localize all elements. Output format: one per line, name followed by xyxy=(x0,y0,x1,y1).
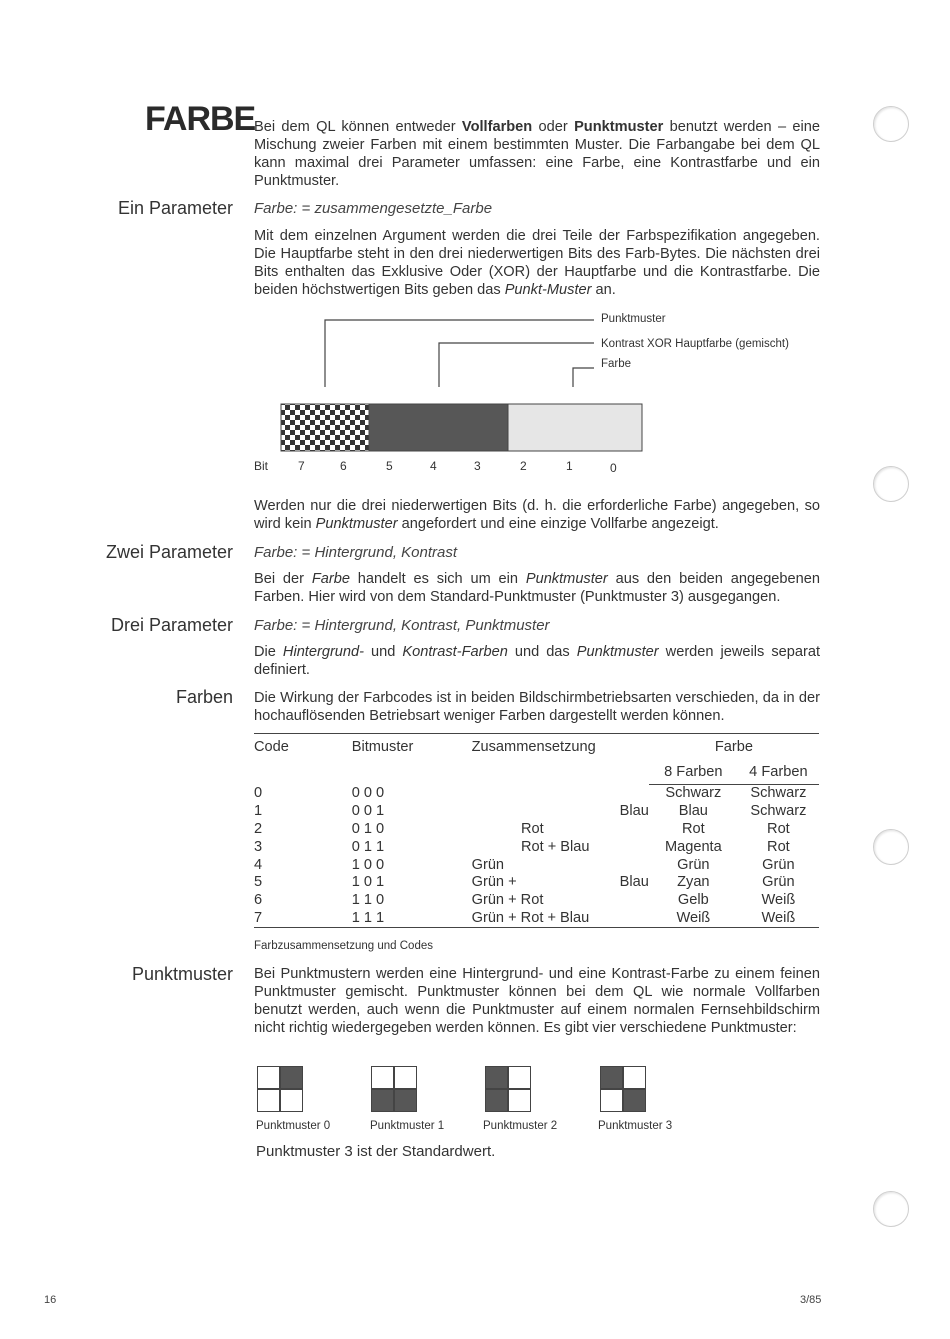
punktmuster-note: Punktmuster 3 ist der Standardwert. xyxy=(256,1143,496,1160)
binder-hole xyxy=(873,466,909,502)
pattern-2-swatch xyxy=(485,1066,531,1112)
cell-4-farben: Weiß xyxy=(761,909,796,926)
bit-number: 2 xyxy=(520,459,527,473)
binder-hole xyxy=(873,1191,909,1227)
intro-bold-punktmuster: Punktmuster xyxy=(574,119,664,135)
pattern-2-label: Punktmuster 2 xyxy=(483,1120,558,1132)
bits-7-6-pattern-segment xyxy=(281,404,369,451)
ein-parameter-text-a: Mit dem einzelnen Argument werden die drei Teile der Farbspezifikation angegeben. Die Hauptfarbe steht in den drei niederwertigen Bits des Farb-Bytes. Die nächsten drei Bits enthalten das Exklusive Oder (XOR) der Hauptfarbe und die Kontrastfarbe. Die beiden höchstwertigen Bits geben das xyxy=(254,228,820,298)
drei-parameter-em-3: Punktmuster xyxy=(576,644,659,660)
bits-2-0-color-segment xyxy=(508,404,642,451)
header-bitmuster: Bitmuster xyxy=(351,739,414,755)
bit-diagram xyxy=(0,0,950,490)
pattern-0-swatch xyxy=(257,1066,303,1112)
pattern-3-label: Punktmuster 3 xyxy=(598,1120,673,1132)
cell-bits: 1 1 1 xyxy=(351,909,385,926)
table-row xyxy=(254,802,819,820)
after-diagram-text-b: angefordert und eine einzige Vollfarbe angezeigt. xyxy=(397,516,719,532)
after-diagram-text-a: Werden nur die drei niederwertigen Bits (d. h. die erforderliche Farbe) angegeben, so wird kein xyxy=(254,498,820,532)
zwei-parameter-em-1: Farbe xyxy=(311,571,350,587)
cell-4-farben: Grün xyxy=(762,856,795,873)
color-code-table xyxy=(254,733,819,928)
header-4-farben: 4 Farben xyxy=(738,760,819,784)
pattern-cell xyxy=(394,1066,417,1089)
cell-8-farben: Gelb xyxy=(677,892,709,909)
bit-number: 5 xyxy=(386,459,393,473)
pattern-1-swatch xyxy=(371,1066,417,1112)
table-row xyxy=(254,891,819,909)
table-caption: Farbzusammensetzung und Codes xyxy=(254,940,433,952)
page-number: 16 xyxy=(44,1294,57,1306)
label-farbe: Farbe xyxy=(601,358,632,370)
cell-4-farben: Weiß xyxy=(761,892,796,909)
pattern-3-swatch xyxy=(600,1066,646,1112)
punktmuster-paragraph: Bei Punktmustern werden eine Hintergrund- und eine Kontrast-Farbe zu einem feinen Punktmuster gemischt. Punktmuster können bei dem QL wie normale Vollfarben benutzt werden, auch wenn die Punktmuster auf einem normalen Fernsehbildschirm nicht richtig wiedergegeben werden können. Es gibt vier verschiedene Punktmuster: xyxy=(254,966,820,1036)
zwei-parameter-text-b: handelt es sich um ein xyxy=(349,571,526,587)
drei-parameter-em-2: Kontrast-Farben xyxy=(402,644,508,660)
cell-gruen: Grün + Rot xyxy=(471,892,544,909)
after-diagram-paragraph xyxy=(254,497,820,533)
cell-gruen: Grün xyxy=(471,856,505,873)
cell-bits: 1 0 1 xyxy=(351,874,385,891)
pattern-cell xyxy=(485,1089,508,1112)
cell-blau xyxy=(620,856,649,874)
cell-code: 0 xyxy=(254,785,263,802)
intro-text-1: Bei dem QL können entweder xyxy=(254,119,462,135)
drei-parameter-text-b: und xyxy=(364,644,403,660)
drei-parameter-paragraph xyxy=(254,643,820,679)
table-row xyxy=(254,820,819,838)
drei-parameter-em-1: Hintergrund- xyxy=(282,644,365,660)
drei-parameter-text-a: Die xyxy=(254,644,283,660)
page-title: FARBE xyxy=(145,100,256,138)
cell-gruen xyxy=(472,784,620,802)
heading-drei-parameter: Drei Parameter xyxy=(110,615,233,635)
label-punktmuster: Punktmuster xyxy=(601,313,666,325)
table-row xyxy=(254,856,819,874)
pattern-cell xyxy=(485,1066,508,1089)
cell-code: 7 xyxy=(254,909,263,926)
drei-parameter-text-d: werden jeweils separat definiert. xyxy=(254,644,820,678)
cell-bits: 1 1 0 xyxy=(351,892,385,909)
cell-8-farben: Zyan xyxy=(677,874,710,891)
farben-paragraph: Die Wirkung der Farbcodes ist in beiden Bildschirmbetriebsarten verschieden, da in der hochauflösenden Betriebsart weniger Farben dargestellt werden können. xyxy=(254,690,820,724)
bit-number: 7 xyxy=(298,459,305,473)
zwei-parameter-text-c: aus den beiden angegebenen Farben. Hier wird von dem Standard-Punktmuster (Punktmuster 3) ausgegangen. xyxy=(254,571,821,605)
pattern-cell xyxy=(371,1089,394,1112)
cell-4-farben: Schwarz xyxy=(750,803,807,820)
cell-bits: 0 0 0 xyxy=(351,785,385,802)
cell-blau: Blau xyxy=(619,803,649,820)
pattern-cell xyxy=(257,1089,280,1112)
label-kontrast-xor: Kontrast XOR Hauptfarbe (gemischt) xyxy=(601,338,789,350)
bit-number: 3 xyxy=(474,459,481,473)
cell-4-farben: Rot xyxy=(767,820,790,837)
bracket-punktmuster xyxy=(325,320,594,387)
zwei-parameter-paragraph xyxy=(254,570,820,606)
cell-code: 3 xyxy=(254,838,263,855)
ein-parameter-text-b: an. xyxy=(591,282,616,298)
pattern-cell xyxy=(600,1089,623,1112)
cell-4-farben: Rot xyxy=(767,838,790,855)
pattern-cell xyxy=(280,1066,303,1089)
binder-hole xyxy=(873,829,909,865)
bracket-farbe xyxy=(573,368,594,387)
cell-code: 4 xyxy=(254,856,263,873)
cell-gruen xyxy=(472,802,620,820)
formula-drei-parameter: Farbe: = Hintergrund, Kontrast, Punktmuster xyxy=(254,617,550,634)
after-diagram-text-em: Punktmuster xyxy=(315,516,398,532)
pattern-1-label: Punktmuster 1 xyxy=(370,1120,445,1132)
bit-number: 4 xyxy=(430,459,437,473)
intro-text-3: benutzt werden – eine Mischung zweier Farben mit einem bestimmten Muster. Die Farbangabe bei dem QL kann maximal drei Parameter umfassen: eine Farbe, eine Kontrastfarbe und ein Punktmuster. xyxy=(254,119,820,189)
cell-8-farben: Grün xyxy=(677,856,710,873)
ein-parameter-text-em: Punkt-Muster xyxy=(504,282,592,298)
cell-code: 1 xyxy=(254,803,263,820)
pattern-0-label: Punktmuster 0 xyxy=(256,1120,331,1132)
cell-bits: 0 1 1 xyxy=(351,838,385,855)
table-row xyxy=(254,838,819,856)
pattern-cell xyxy=(508,1066,531,1089)
cell-blau xyxy=(620,784,649,802)
cell-gruen: Grün + Rot + Blau xyxy=(471,909,590,926)
heading-zwei-parameter: Zwei Parameter xyxy=(105,542,233,562)
header-zusammensetzung: Zusammensetzung xyxy=(471,739,596,755)
intro-bold-vollfarben: Vollfarben xyxy=(461,119,533,135)
pattern-cell xyxy=(371,1066,394,1089)
cell-4-farben: Schwarz xyxy=(750,785,807,802)
pattern-cell xyxy=(623,1089,646,1112)
cell-8-farben: Magenta xyxy=(664,838,722,855)
table-row xyxy=(254,784,819,802)
cell-8-farben: Weiß xyxy=(676,909,711,926)
formula-zwei-parameter: Farbe: = Hintergrund, Kontrast xyxy=(254,544,458,561)
formula-ein-parameter: Farbe: = zusammengesetzte_Farbe xyxy=(254,200,493,217)
pattern-cell xyxy=(600,1066,623,1089)
heading-farben: Farben xyxy=(175,687,233,707)
binder-hole xyxy=(873,106,909,142)
header-code: Code xyxy=(254,739,289,755)
bracket-kontrast xyxy=(439,343,594,387)
cell-bits: 0 0 1 xyxy=(351,803,385,820)
cell-gruen xyxy=(472,838,521,856)
cell-code: 2 xyxy=(254,820,263,837)
table-row xyxy=(254,873,819,891)
cell-4-farben: Grün xyxy=(762,874,795,891)
pattern-cell xyxy=(280,1089,303,1112)
zwei-parameter-em-2: Punktmuster xyxy=(525,571,608,587)
cell-blau: Blau xyxy=(619,874,649,891)
bit-number: 0 xyxy=(610,461,617,475)
cell-8-farben: Schwarz xyxy=(665,785,722,802)
cell-bits: 1 0 0 xyxy=(351,856,385,873)
cell-code: 6 xyxy=(254,892,263,909)
cell-rot: Rot xyxy=(520,820,544,837)
cell-code: 5 xyxy=(254,874,263,891)
pattern-cell xyxy=(623,1066,646,1089)
bit-number: 6 xyxy=(340,459,347,473)
intro-text-2: oder xyxy=(532,119,575,135)
cell-8-farben: Blau xyxy=(678,803,708,820)
cell-8-farben: Rot xyxy=(681,820,705,837)
cell-rot: Rot + Blau xyxy=(520,838,590,855)
bit-label: Bit xyxy=(254,459,269,473)
pattern-cell xyxy=(508,1089,531,1112)
pattern-cell xyxy=(394,1089,417,1112)
zwei-parameter-text-a: Bei der xyxy=(254,571,312,587)
bit-number: 1 xyxy=(566,459,573,473)
cell-gruen xyxy=(472,820,521,838)
heading-ein-parameter: Ein Parameter xyxy=(117,198,233,218)
header-8-farben: 8 Farben xyxy=(649,760,738,784)
edition-date: 3/85 xyxy=(800,1294,822,1306)
table-row xyxy=(254,909,819,927)
cell-bits: 0 1 0 xyxy=(351,820,385,837)
header-farbe: Farbe xyxy=(714,739,753,755)
drei-parameter-text-c: und das xyxy=(507,644,577,660)
heading-punktmuster: Punktmuster xyxy=(131,964,233,984)
cell-gruen: Grün + xyxy=(471,874,517,891)
cell-blau xyxy=(620,891,649,909)
pattern-cell xyxy=(257,1066,280,1089)
bits-5-3-contrast-segment xyxy=(369,404,508,451)
